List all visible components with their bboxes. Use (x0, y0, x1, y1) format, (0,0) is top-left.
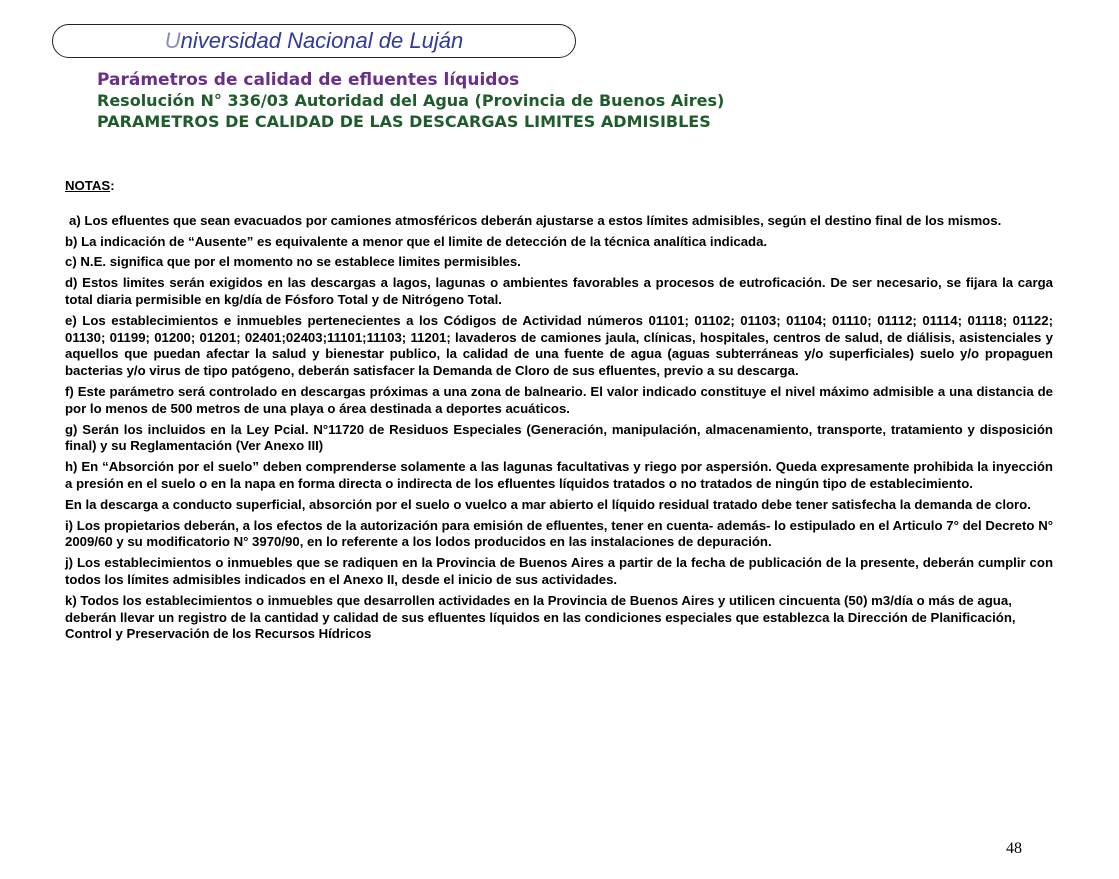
page-number: 48 (1006, 840, 1022, 857)
note-h: h) En “Absorción por el suelo” deben comprenderse solamente a las lagunas facultativas y riego por aspersión. Queda expresamente prohibida la inyección a presión en el suelo o en la napa en forma directa o indirecta de los efluentes líquidos tratados o no tratados de ningún tipo de establecimiento. (65, 459, 1053, 491)
note-e: e) Los establecimientos e inmuebles pertenecientes a los Códigos de Actividad números 01101; 01102; 01103; 01104; 01110; 01112; 01114; 01118; 01122; 01130; 01199; 01200; 01201; 02401;02403;11101;11103; 11201; lavaderos de camiones jaula, clínicas, hospitales, centros de salud, de diálisis, asistenciales y aquellos que puedan afectar la salud y bienestar publico, la calidad de una fuente de agua (aguas subterráneas y/o superficiales) suelo y/o propaguen bacterias y/o virus de tipo patógeno, deberán satisfacer la Demanda de Cloro de sus efluentes, previo a su descarga. (65, 312, 1053, 379)
note-k: k) Todos los establecimientos o inmuebles que desarrollen actividades en la Provincia de Buenos Aires y utilicen cincuenta (50) m3/día o más de agua, deberán llevar un registro de la cantidad y calidad de sus efluentes líquidos en las condiciones especiales que establezca la Dirección de Planificación, Control y Preservación de los Recursos Hídricos (65, 592, 1016, 642)
note-a: a) Los efluentes que sean evacuados por camiones atmosféricos deberán ajustarse a estos límites admisibles, según el destino final de los mismos. (69, 212, 1002, 228)
note-f: f) Este parámetro será controlado en descargas próximas a una zona de balneario. El valor indicado constituye el nivel máximo admisible a una distancia de por lo menos de 500 metros de una playa o área destinada a deportes acuáticos. (65, 383, 1053, 416)
notes-heading-colon: : (110, 178, 115, 193)
note-d: d) Estos limites serán exigidos en las descargas a lagos, lagunas o ambientes favorables a procesos de eutroficación. De ser necesario, se fijara la carga total diaria permisible en kg/día de Fósforo Total y de Nitrógeno Total. (65, 275, 1053, 307)
note-h-continuation: En la descarga a conducto superficial, absorción por el suelo o vuelco a mar abierto el líquido residual tratado debe tener satisfecha la demanda de cloro. (65, 496, 1031, 512)
notes-heading-line (65, 178, 1053, 195)
header-first-letter: U (164, 28, 181, 53)
resolution-line: Resolución N° 336/03 Autoridad del Agua (Provincia de Buenos Aires) (97, 91, 725, 110)
subtitle: PARAMETROS DE CALIDAD DE LAS DESCARGAS LIMITES ADMISIBLES (97, 112, 711, 131)
note-b: b) La indicación de “Ausente” es equivalente a menor que el limite de detección de la técnica analítica indicada. (65, 233, 768, 249)
institution-header (52, 24, 576, 58)
note-c: c) N.E. significa que por el momento no se establece limites permisibles. (65, 254, 521, 270)
title-block (97, 70, 997, 132)
page-title: Parámetros de calidad de efluentes líquidos (97, 70, 520, 90)
notes-section (65, 178, 1053, 647)
notes-heading: NOTAS (65, 178, 111, 193)
note-j: j) Los establecimientos o inmuebles que se radiquen en la Provincia de Buenos Aires a partir de la fecha de publicación de la presente, deberán cumplir con todos los límites admisibles indicados en el Anexo II, desde el inicio de sus actividades. (65, 555, 1053, 587)
header-rest: niversidad Nacional de Luján (180, 28, 464, 53)
note-i: i) Los propietarios deberán, a los efectos de la autorización para emisión de efluentes, tener en cuenta- además- lo estipulado en el Articulo 7° del Decreto N° 2009/60 y su modificatorio N° 3970/90, en lo referente a los lodos producidos en las instalaciones de depuración. (65, 517, 1053, 550)
note-g: g) Serán los incluidos en la Ley Pcial. N°11720 de Residuos Especiales (Generación, manipulación, almacenamiento, transporte, tratamiento y disposición final) y su Reglamentación (Ver Anexo III) (65, 421, 1053, 454)
